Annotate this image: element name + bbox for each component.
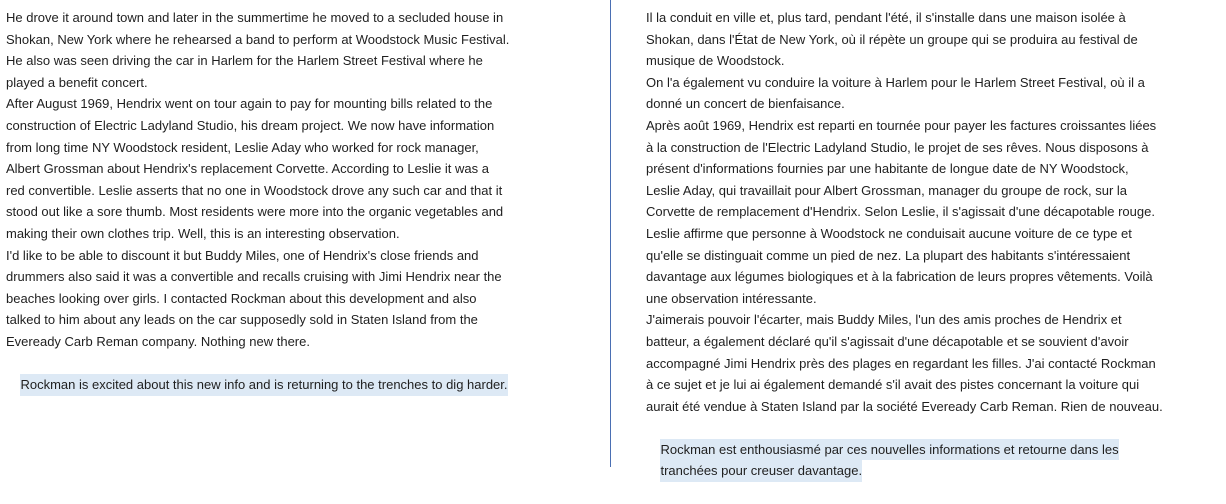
source-line: Eveready Carb Reman company. Nothing new there. <box>6 333 310 349</box>
translation-line: présent d'informations fournies par une habitante de longue date de NY Woodstock, <box>646 161 1129 177</box>
highlight-span[interactable]: Rockman is excited about this new info and is returning to the trenches to dig harder. <box>20 374 507 396</box>
source-highlighted-sentence[interactable] <box>6 353 568 393</box>
translation-line: accompagné Jimi Hendrix près des plages en regardant les filles. J'ai contacté Rockman <box>646 355 1156 371</box>
translation-line: J'aimerais pouvoir l'écarter, mais Buddy Miles, l'un des amis proches de Hendrix et <box>646 312 1122 328</box>
translation-line: à la construction de l'Electric Ladyland Studio, le projet de ses rêves. Nous disposons à <box>646 139 1149 155</box>
source-line: He also was seen driving the car in Harlem for the Harlem Street Festival where he <box>6 53 483 69</box>
source-line: making their own clothes trip. Well, this is an interesting observation. <box>6 225 400 241</box>
source-line: beaches looking over girls. I contacted Rockman about this development and also <box>6 290 477 306</box>
translation-line: musique de Woodstock. <box>646 53 785 69</box>
source-line: Albert Grossman about Hendrix's replacement Corvette. According to Leslie it was a <box>6 161 489 177</box>
translation-line: batteur, a également déclaré qu'il s'agissait d'une décapotable et se souvient d'avoir <box>646 333 1129 349</box>
source-line: He drove it around town and later in the summertime he moved to a secluded house in <box>6 10 504 25</box>
translation-text-pane[interactable] <box>646 7 1221 479</box>
translation-line: une observation intéressante. <box>646 290 817 306</box>
source-line: I'd like to be able to discount it but Buddy Miles, one of Hendrix's close friends and <box>6 247 479 263</box>
translation-highlighted-line[interactable] <box>646 417 1221 457</box>
source-line: stood out like a sore thumb. Most residents were more into the organic vegetables and <box>6 204 504 220</box>
highlight-span[interactable]: Rockman est enthousiasmé par ces nouvelles informations et retourne dans les <box>660 439 1118 461</box>
source-line: construction of Electric Ladyland Studio, his dream project. We now have information <box>6 117 495 133</box>
source-line: drummers also said it was a convertible and recalls cruising with Jimi Hendrix near the <box>6 269 502 285</box>
source-line: played a benefit concert. <box>6 74 148 90</box>
source-line: talked to him about any leads on the car supposedly sold in Staten Island from the <box>6 312 478 328</box>
translation-line: davantage aux légumes biologiques et à la fabrication de leurs propres vêtements. Voilà <box>646 269 1153 285</box>
translation-line: donné un concert de bienfaisance. <box>646 96 845 112</box>
source-line: from long time NY Woodstock resident, Leslie Aday who worked for rock manager, <box>6 139 479 155</box>
translation-line: à ce sujet et je lui ai également demandé s'il avait des pistes concernant la voiture qui <box>646 377 1140 393</box>
source-line: Shokan, New York where he rehearsed a band to perform at Woodstock Music Festival. <box>6 31 510 47</box>
translation-line: Leslie affirme que personne à Woodstock ne conduisait aucune voiture de ce type et <box>646 225 1132 241</box>
translation-line: Il la conduit en ville et, plus tard, pendant l'été, il s'installe dans une maison isolée à <box>646 10 1126 25</box>
pane-divider[interactable] <box>610 0 611 467</box>
source-line: After August 1969, Hendrix went on tour again to pay for mounting bills related to the <box>6 96 493 112</box>
translation-line: aurait été vendue à Staten Island par la société Eveready Carb Reman. Rien de nouveau. <box>646 398 1163 414</box>
source-text-pane[interactable] <box>6 7 568 393</box>
highlight-span[interactable]: tranchées pour creuser davantage. <box>660 460 862 482</box>
translation-line: Corvette de remplacement d'Hendrix. Selon Leslie, il s'agissait d'une décapotable rouge. <box>646 204 1155 220</box>
translation-line: Leslie Aday, qui travaillait pour Albert Grossman, manager du groupe de rock, sur la <box>646 182 1128 198</box>
source-line: red convertible. Leslie asserts that no one in Woodstock drove any such car and that it <box>6 182 503 198</box>
translation-line: Shokan, dans l'État de New York, où il répète un groupe qui se produira au festival de <box>646 31 1138 47</box>
translation-line: On l'a également vu conduire la voiture à Harlem pour le Harlem Street Festival, où il a <box>646 74 1145 90</box>
translation-line: qu'elle se distinguait comme un pied de nez. La plupart des habitants s'intéressaient <box>646 247 1131 263</box>
translation-line: Après août 1969, Hendrix est reparti en tournée pour payer les factures croissantes liées <box>646 117 1157 133</box>
